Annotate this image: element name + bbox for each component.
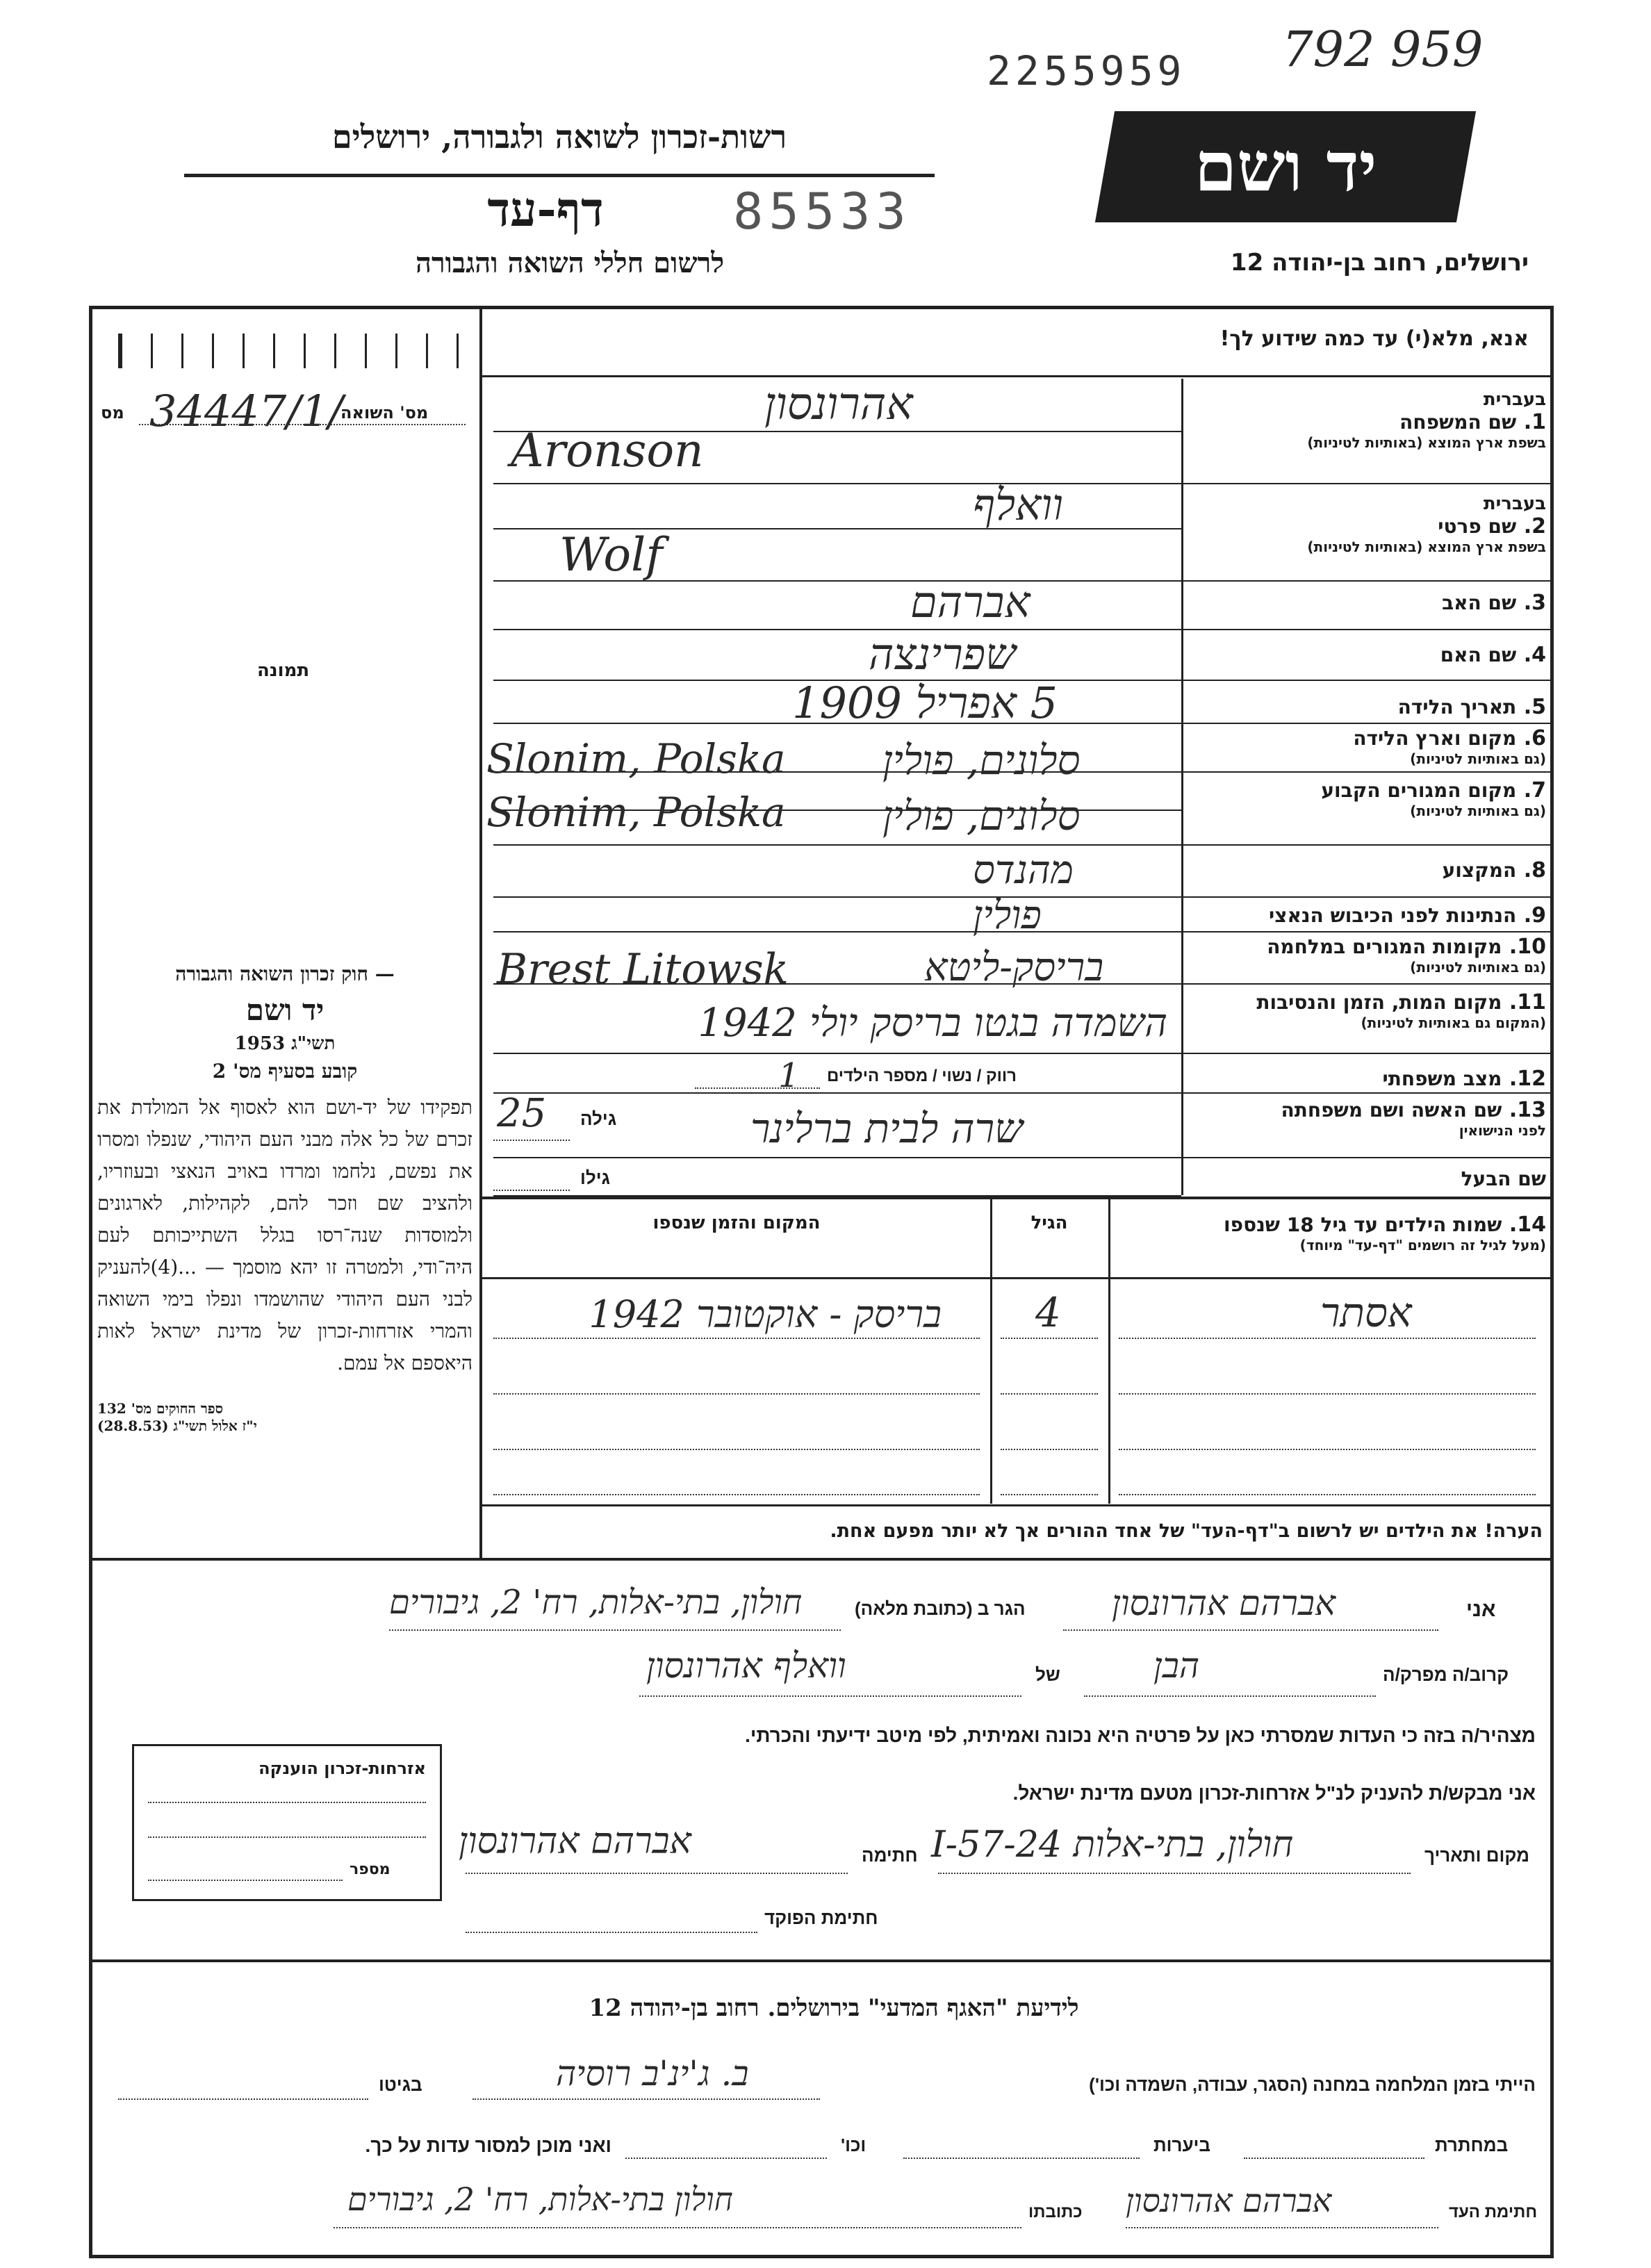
bottom-in-ghetto: בגיטו [379,2074,422,2095]
f11-label: מקום המות, הזמן והנסיבות [1256,991,1502,1014]
children-sub: (מעל לגיל זה רושמים "דף-עד" מיוחד) [1299,1237,1546,1254]
law-ref2: י"ז אלול תשי"ג (28.8.53) [97,1418,257,1434]
bottom-camp-label: הייתי בזמן המלחמה במחנה (הסגר, עבודה, השמדה וכו') [1089,2074,1536,2095]
bottom-title: לידיעת "האגף המדעי" בירושלים. רחוב בן-יהודה 12 [589,1994,1079,2022]
children-label: שמות הילדים עד גיל 18 שנספו [1224,1213,1502,1236]
f10-value-lat: Brest Litowsk [497,945,789,994]
f2-sub: בשפת ארץ המוצא (באותיות לטיניות) [1307,539,1546,555]
f6-value-he: סלונים, פולין [882,737,1081,784]
decl-i-am: אני [1466,1598,1496,1621]
photo-label: תמונה [257,660,310,681]
f13-sub: לפני הנישואין [1459,1122,1546,1139]
f1-sub: בשפת ארץ המוצא (באותיות לטיניות) [1307,434,1546,451]
form-subtitle: לרשום חללי השואה והגבורה [415,247,725,279]
f5-label: תאריך הלידה [1397,696,1517,718]
form-title: דף-עד [487,182,604,238]
decl-place-date: חולון, בתי-אלות 24-I-57 [931,1824,1294,1866]
bottom-ready: ואני מוכן למסור עדות על כך. [365,2135,611,2156]
child-age: 4 [1035,1289,1061,1336]
f10-value-he: בריסק-ליטא [924,945,1104,990]
f3-value: אברהם [910,577,1030,627]
f12-label: מצב משפחתי [1382,1067,1502,1090]
law-year: תשי"ג 1953 [234,1033,336,1054]
citizenship-number-label: מספר [350,1861,391,1878]
bottom-underground: במחתרת [1435,2135,1509,2155]
f10-sub: (גם באותיות לטיניות) [1410,959,1546,976]
handwritten-number: 792 959 [1282,21,1484,78]
child-place: בריסק - אוקטובר 1942 [589,1292,942,1336]
decl-signature: אברהם אהרונסון [459,1821,691,1862]
bottom-camp-value: ב. ג'ינ'ב רוסיה [556,2053,749,2094]
law-heading: — חוק זכרון השואה והגבורה [175,962,395,985]
citizenship-box [132,1744,442,1901]
bottom-witness-sig: אברהם אהרונסון [1126,2182,1332,2219]
bottom-forests: ביערות [1153,2135,1211,2155]
decl-clerk-label: חתימת הפוקד [764,1907,878,1928]
serial-number: 2255959 [987,47,1186,94]
registration-ticks [118,334,475,368]
address: ירושלים, רחוב בן-יהודה 12 [1230,249,1529,277]
child-name: אסתר [1320,1289,1412,1336]
decl-place-date-label: מקום ותאריך [1424,1845,1529,1866]
citizenship-title: אזרחות-זכרון הוענקה [258,1759,426,1778]
f12-children: 1 [778,1056,800,1095]
f7-label: מקום המגורים הקבוע [1321,779,1517,802]
f13-value: שרה לבית ברלינר [750,1105,1024,1152]
f-husband-age-label: גילו [580,1167,611,1188]
decl-statement: מצהיר/ה בזה כי העדות שמסרתי כאן על פרטיה היא נכונה ואמיתית, לפי מיטב ידיעתי והכרתי. [745,1725,1536,1746]
registration-label: מס' השואה [340,403,429,422]
decl-of-name: וואלף אהרונסון [646,1645,846,1686]
f11-value: השמדה בגטו בריסק יולי 1942 [698,1001,1167,1046]
f4-value: שפרינצה [869,629,1017,680]
f7-sub: (גם באותיות לטיניות) [1410,803,1546,819]
f-husband-label: שם הבעל [1461,1167,1546,1190]
children-col-age: הגיל [1030,1213,1068,1233]
law-box [97,962,473,1435]
law-org: יד ושם [245,993,325,1027]
header-underline [184,174,935,177]
decl-signature-label: חתימה [862,1845,918,1866]
decl-relation: הבן [1153,1645,1200,1686]
f9-label: הנתינות לפני הכיבוש הנאצי [1268,904,1517,927]
law-body: תפקידו של יד-ושם הוא לאסוף אל המולדת את זכרם של כל אלה מבני העם היהודי, שנפלו ומסרו את נפשם, נלחמו ומרדו באויב הנאצי ובעוזריו, ולהציב שם וזכר להם, לקהילות, לארגונים ולמוסדות שנה־רסו בגלל השתייכותם לעם היה־ודי, ולמטרה זו יהא מוסמך — ...(4)להעניק לבני העם היהודי שהושמדו ונפלו בימי השואה והמרי אזרחות-זכרון של מדינת ישראל לאות היאספם אל עמם. [97,1096,473,1374]
decl-of-label: של [1035,1664,1060,1685]
f2-value-lat: Wolf [559,528,663,582]
f2-lang: בעברית [1483,493,1546,514]
f13-age: 25 [497,1091,547,1136]
f2-value-he: וואלף [973,479,1064,530]
f7-value-lat: Slonim, Polska [486,789,786,836]
law-clause: קובע בסעיף מס' 2 [212,1060,358,1083]
decl-address: חולון, בתי-אלות, רח' 2, גיבורים [389,1583,803,1622]
bottom-other: וכו' [841,2135,866,2155]
form-number: 85533 [733,182,912,240]
registration-number: 34447/1/ [149,386,343,436]
bottom-address-label: כתובתו [1028,2203,1083,2221]
f11-sub: (המקום גם באותיות לטיניות) [1361,1014,1546,1031]
notice-top: אנא, מלא(י) עד כמה שידוע לך! [1219,327,1529,351]
f8-label: המקצוע [1442,859,1517,882]
f4-label: שם האם [1440,643,1517,666]
f2-label: שם פרטי [1438,515,1517,538]
f3-label: שם האב [1442,591,1517,614]
note: הערה! את הילדים יש לרשום ב"דף-העד" של אחד ההורים אך לא יותר מפעם אחת. [830,1520,1543,1542]
f7-value-he: סלונים, פולין [882,792,1081,839]
f6-sub: (גם באותיות לטיניות) [1410,750,1546,767]
f1-lang: בעברית [1483,389,1546,410]
org-name: רשות-זכרון לשואה ולגבורה, ירושלים [331,118,787,156]
decl-resides: הגר ב (כתובת מלאה) [855,1598,1026,1619]
f6-label: מקום וארץ הלידה [1353,727,1517,750]
f1-label: שם המשפחה [1399,411,1517,434]
f13-age-label: גילה [580,1108,617,1129]
decl-witness-name: אברהם אהרונסון [1112,1583,1336,1623]
f1-value-lat: Aronson [511,424,704,477]
bottom-address: חולון בתי-אלות, רח' 2, גיבורים [347,2180,733,2218]
bottom-witness-sig-label: חתימת העד [1449,2203,1538,2221]
f8-value: מהנדס [973,848,1074,893]
f5-value: 5 אפריל 1909 [792,677,1058,728]
logo [1095,111,1476,222]
decl-relative-label: קרוב/ה מפרק/ה [1383,1664,1509,1685]
law-ref1: ספר החוקים מס' 132 [97,1400,223,1417]
f9-value: פולין [973,893,1042,938]
logo-text: יד ושם [1194,126,1377,207]
f1-value-he: אהרונסון [764,379,913,430]
children-col-place: המקום והזמן שנספו [652,1213,821,1233]
f12-marital: רווק / נשוי / מספר הילדים [827,1067,1017,1085]
registration-suffix: מס [101,403,124,422]
f10-label: מקומות המגורים במלחמה [1267,935,1502,958]
f6-value-lat: Slonim, Polska [486,735,786,782]
decl-request: אני מבקש/ת להעניק לנ"ל אזרחות-זכרון מטעם מדינת ישראל. [1012,1782,1536,1804]
f13-label: שם האשה ושם משפחתה [1281,1099,1502,1121]
